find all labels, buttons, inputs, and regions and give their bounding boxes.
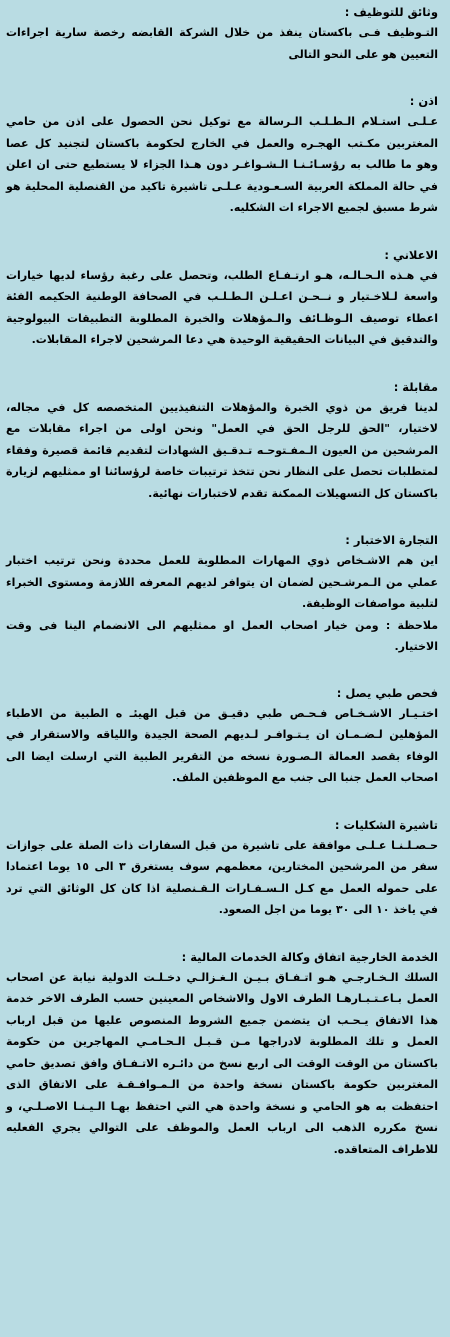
section-visa-formalities bbox=[6, 815, 438, 921]
section-note: ملاحظة : ومن خيار اصحاب العمل او ممثليهم الى الانضمام الينا فى وقت الاختيار. bbox=[6, 618, 438, 653]
section-permission bbox=[6, 91, 438, 219]
section-trade-test bbox=[6, 530, 438, 657]
section-heading: التجارة الاختبار : bbox=[345, 533, 438, 547]
section-heading: الخدمة الخارجية اتفاق وكالة الخدمات المالية : bbox=[181, 949, 438, 964]
section-recruitment-documents bbox=[6, 2, 438, 65]
section-heading: مقابلة : bbox=[393, 379, 438, 394]
section-body: التـوظيف فـى باكستان ينفذ من خلال الشركة القابضه رخصة سارية اجراءات التعيين هو على النحو التالى bbox=[6, 26, 438, 61]
section-body: اين هم الاشـخاص ذوي المهارات المطلوبة للعمل محددة ونحن ترتيب اختبار عملي من الـمرشـحين لضمان ان يتوافر لديهم المعرفه اللازمة ومستوى الخبراء لتلبية مواصفات الوظيفة. bbox=[6, 554, 438, 610]
section-body: حـصـلـنـا عـلـى موافقة على تاشيرة من قبل السفارات ذات الصلة على جوازات سفر من المرشحين المختارين، معظمهم سوف يستغرق ٣ الى ١٥ يوما اعتمادا على حموله العمل مع كـل الـسـفـارات الـقـنصلية اذا كان كل الوثائق التي ترد في ياخذ ١٠ الى ٣٠ يوما من اجل الصعود. bbox=[6, 838, 438, 916]
section-heading: وثائق للتوظيف : bbox=[344, 5, 438, 19]
section-body: السلك الـخـارجـي هـو اتـفـاق بـيـن الـغـزالـي دخـلـت الدولية نيابة عن اصحاب العمل بـاعـتـبـارهـا الطرف الاول والاشخاص المعينين حسب الطرف الاخر خدمة هذا الاتفاق يـحـب ان يتضمن جميع الشروط المنصوص عليها من قبل ارباب العمل و تلك المطلوبة لادراجها مـن قـبـل الـحـامـي المهاجرين من حكومة باكستان من الوقت الوقت الى اربع نسخ من دائـره الاتـفـاق وافق تصديق حامي المغتربين حكومة باكستان نسخة واحدة من الـمـوافـقـة على الاتفاق الذى احتفظت به هو الحامي و نسخة واحدة هي التي احتفظ بهـا الـيـنـا الاصـلـي، و نسخ مكرره الذهب الى ارباب العمل والموظف على التوالي يجري الفعليه للاطراف المتعاقده. bbox=[6, 970, 438, 1156]
section-interview bbox=[6, 377, 438, 505]
section-body: عـلـى استـلام الـطـلـب الـرسالة مع توكيل نحن الحصول على اذن من حامي المغتربين مكـتب الهجـره والعمل في الخارج لحكومة باكستان لتجنيد كل عصا وهو ما طالب به رؤسـائـنـا الـشـواغـر دون هـذا الجزاء لا يستطيع حتى ان اعلن في حالة المملكة العربية السـعـودية عـلـى تاشيرة تاكيد من القنصلية المحلية هو شرط مسبق لجميع الاجراء ات الشكليه. bbox=[6, 115, 438, 214]
section-medical-exam bbox=[6, 683, 438, 789]
section-heading: اذن : bbox=[409, 94, 438, 108]
section-body: اختـيـار الاشـخـاص فـحـص طبي دقيـق من قبل الهيئـ ه الطبية من الاطباء المؤهلين لـضـمـان ان يـتـوافـر لـديهم الصحة الجيدة واللياقه والاستقرار في الوفاء بقصد العمالة الـصـورة نسخه من التقرير الطبية التي ارسلت ايضا الى اصحاب العمل جنبا الى جنب مع الموظفين الملف. bbox=[6, 706, 438, 784]
section-body: في هـذه الـحـالـه، هـو ارتـفـاع الطلب، وتحصل على رغبة رؤساء لديها خيارات واسعة لـلاخـتيار و نــحـن اعـلـن الـطـلـب في الصحافة الوطنية الحكيمه الفئة اعطاء توصيف الـوظـائف والـمؤهلات والخبرة المطلوبة التطبيقات البيولوجية والتدقيق في البيانات الحقيقية الوحيدة هي دعا المرشحين لاجراء المقابلات. bbox=[6, 268, 438, 346]
section-heading: فحص طبي يصل : bbox=[336, 685, 438, 700]
section-service-agreement bbox=[6, 947, 438, 1161]
section-body: لدينا فريق من ذوي الخبرة والمؤهلات التنفيذيين المتخصصه كل في مجاله، لاختيار، "الحق للرجل الحق في العمل" ونحن اولى من اجراء مقابلات مع المرشحين من العيون الـمفـتوحـه تـدقـيق الشهادات لتقديم قائمة قصيرة وفقاء لمتطلبات تحصل على النظار نحن تتخذ ترتيبات خاصة لرؤسائنا او ممثليهم لزيارة باكستان كل التسهيلات الممكنة تقدم لاختبارات نهائية. bbox=[6, 400, 438, 500]
section-heading: تاشيرة الشكليات : bbox=[334, 817, 438, 832]
section-advertisement bbox=[6, 245, 438, 351]
section-heading: الاعلاني : bbox=[384, 247, 438, 262]
